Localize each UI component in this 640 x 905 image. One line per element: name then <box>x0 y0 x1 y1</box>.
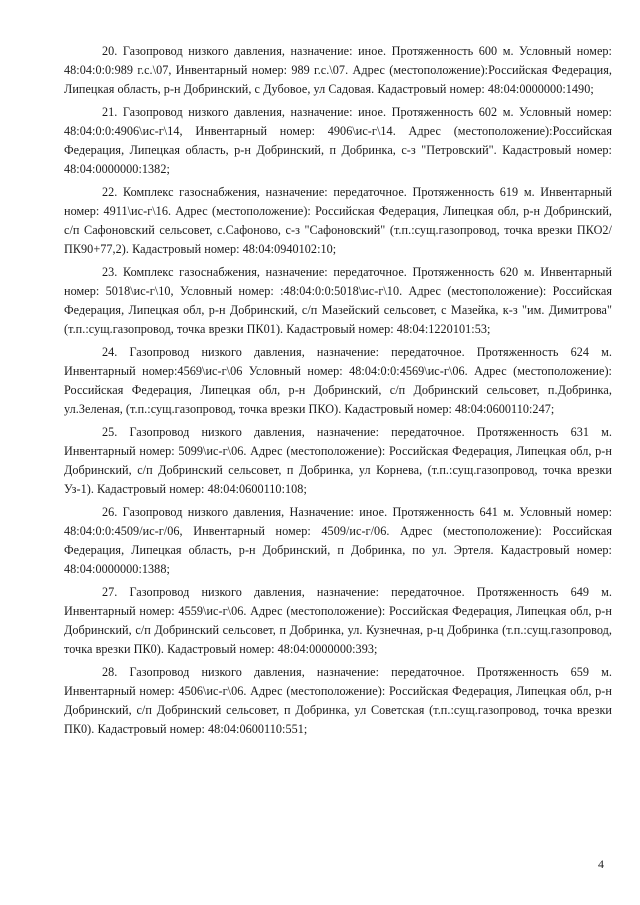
list-item-22: 22. Комплекс газоснабжения, назначение: передаточное. Протяженность 619 м. Инвентарный номер: 4911\ис-г\16. Адрес (местоположение): Российская Федерация, Липецкая обл, р-н Добринский, с/п Сафоновский сельсовет, с.Сафоново, с-з "Сафоновский" (т.п.:сущ.газопровод, точка врезки ПКО2/ПК90+77,2). Кадастровый номер: 48:04:0940102:10; <box>64 185 612 256</box>
list-item-28: 28. Газопровод низкого давления, назначение: передаточное. Протяженность 659 м. Инвентарный номер: 4506\ис-г\06. Адрес (местоположение): Российская Федерация, Липецкая обл, р-н Добринский, с/п Добринский сельсовет, п Добринка, ул Советская (т.п.:сущ.газопровод, точка врезки ПК0). Кадастровый номер: 48:04:0600110:551; <box>64 665 612 736</box>
list-item-20: 20. Газопровод низкого давления, назначение: иное. Протяженность 600 м. Условный номер: 48:04:0:0:989 г.с.\07, Инвентарный номер: 989 г.с.\07. Адрес (местоположение):Российская Федерация, Липецкая область, р-н Добринский, с Дубовое, ул Садовая. Кадастровый номер: 48:04:0000000:1490; <box>64 44 612 96</box>
list-item-23: 23. Комплекс газоснабжения, назначение: передаточное. Протяженность 620 м. Инвентарный номер: 5018\ис-г\10, Условный номер: :48:04:0:0:5018\ис-г\10. Адрес (местоположение): Российская Федерация, Липецкая обл, р-н Добринский, с/п Мазейский сельсовет, с Мазейка, к-з "им. Димитрова" (т.п.:сущ.газопровод, точка врезки ПК01). Кадастровый номер: 48:04:1220101:53; <box>64 265 612 336</box>
list-item-24: 24. Газопровод низкого давления, назначение: передаточное. Протяженность 624 м. Инвентарный номер:4569\ис-г\06 Условный номер: 48:04:0:0:4569\ис-г\06. Адрес (местоположение): Российская Федерация, Липецкая обл, р-н Добринский, с/п Добринский сельсовет, п.Добринка, ул.Зеленая, (т.п.:сущ.газопровод, точка врезки ПКО). Кадастровый номер: 48:04:0600110:247; <box>64 345 612 416</box>
list-item-26: 26. Газопровод низкого давления, Назначение: иное. Протяженность 641 м. Условный номер: 48:04:0:0:4509/ис-г/06, Инвентарный номер: 4509/ис-г/06. Адрес (местоположение): Российская Федерация, Липецкая область, р-н Добринский, п Добринка, по ул. Эртеля. Кадастровый номер: 48:04:0000000:1388; <box>64 505 612 576</box>
list-item-25: 25. Газопровод низкого давления, назначение: передаточное. Протяженность 631 м. Инвентарный номер: 5099\ис-г\06. Адрес (местоположение): Российская Федерация, Липецкая обл, р-н Добринский, с/п Добринский сельсовет, п Добринка, ул Корнева, (т.п.:сущ.газопровод, точка врезки Уз-1). Кадастровый номер: 48:04:0600110:108; <box>64 425 612 496</box>
document-body <box>64 42 612 743</box>
list-item-21: 21. Газопровод низкого давления, назначение: иное. Протяженность 602 м. Условный номер: 48:04:0:0:4906\ис-г\14, Инвентарный номер: 4906\ис-г\14. Адрес (местоположение):Российская Федерация, Липецкая область, р-н Добринский, п Добринка, с-з "Петровский". Кадастровый номер: 48:04:0000000:1382; <box>64 105 612 176</box>
list-item-27: 27. Газопровод низкого давления, назначение: передаточное. Протяженность 649 м. Инвентарный номер: 4559\ис-г\06. Адрес (местоположение): Российская Федерация, Липецкая обл, р-н Добринский, с/п Добринский сельсовет, п Добринка, ул. Кузнечная, р-ц Добринка (т.п.:сущ.газопровод, точка врезки ПК0). Кадастровый номер: 48:04:0000000:393; <box>64 585 612 656</box>
page-number: 4 <box>598 857 604 871</box>
